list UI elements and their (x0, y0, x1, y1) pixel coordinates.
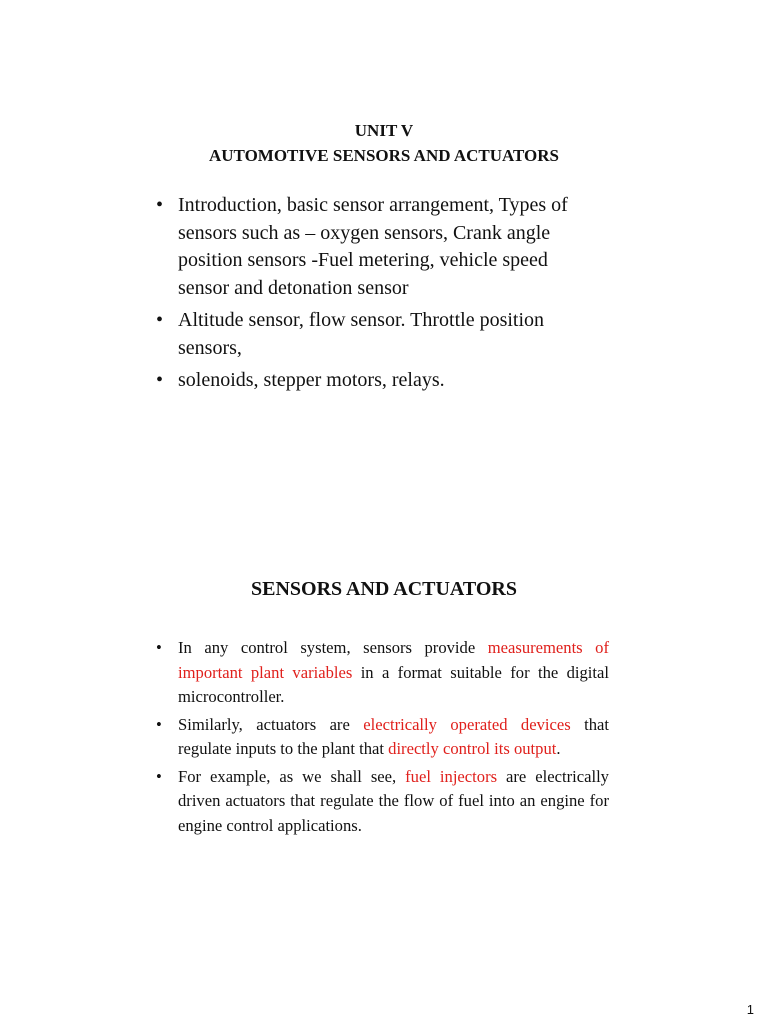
bullet-text: solenoids, stepper motors, relays. (178, 369, 445, 391)
text: For example, as we shall see, (178, 766, 406, 786)
list-item (156, 192, 603, 302)
bullet-icon: • (156, 369, 164, 391)
unit-title: AUTOMOTIVE SENSORS AND ACTUATORS (208, 146, 559, 165)
list-item (156, 765, 609, 839)
unit-label: UNIT V (354, 121, 414, 140)
highlight-text: measurements of important plant variables (178, 638, 609, 682)
topics-list (156, 192, 603, 400)
highlight-text: fuel injectors (405, 766, 498, 786)
section-heading: SENSORS AND ACTUATORS (250, 578, 517, 600)
highlight-text: directly control its output (388, 739, 557, 758)
bullet-icon: • (156, 766, 162, 786)
bullet-text: Altitude sensor, flow sensor. Throttle position sensors, (178, 309, 545, 359)
bullet-icon: • (156, 194, 164, 216)
bullet-icon: • (156, 714, 162, 734)
text: are electrically driven actuators that regulate the flow of fuel into an engine for engine control applications. (178, 766, 609, 835)
text: In any control system, sensors provide (178, 638, 488, 657)
bullet-icon: • (156, 638, 162, 657)
bullet-icon: • (156, 309, 164, 331)
text: in a format suitable for the digital microcontroller. (178, 662, 609, 706)
text: . (556, 739, 561, 758)
list-item (156, 713, 609, 762)
bullet-text: Introduction, basic sensor arrangement, Types of sensors such as – oxygen sensors, Crank angle position sensors -Fuel metering, vehicle speed sensor and detonation sensor (178, 194, 568, 299)
text: that regulate inputs to the plant that (178, 714, 609, 758)
text: Similarly, actuators are (178, 714, 364, 734)
sensors-actuators-list (156, 636, 609, 841)
list-item (156, 307, 603, 362)
highlight-text: electrically operated devices (363, 714, 571, 734)
page-number: 1 (746, 1002, 754, 1017)
list-item (156, 367, 603, 395)
list-item (156, 636, 609, 710)
